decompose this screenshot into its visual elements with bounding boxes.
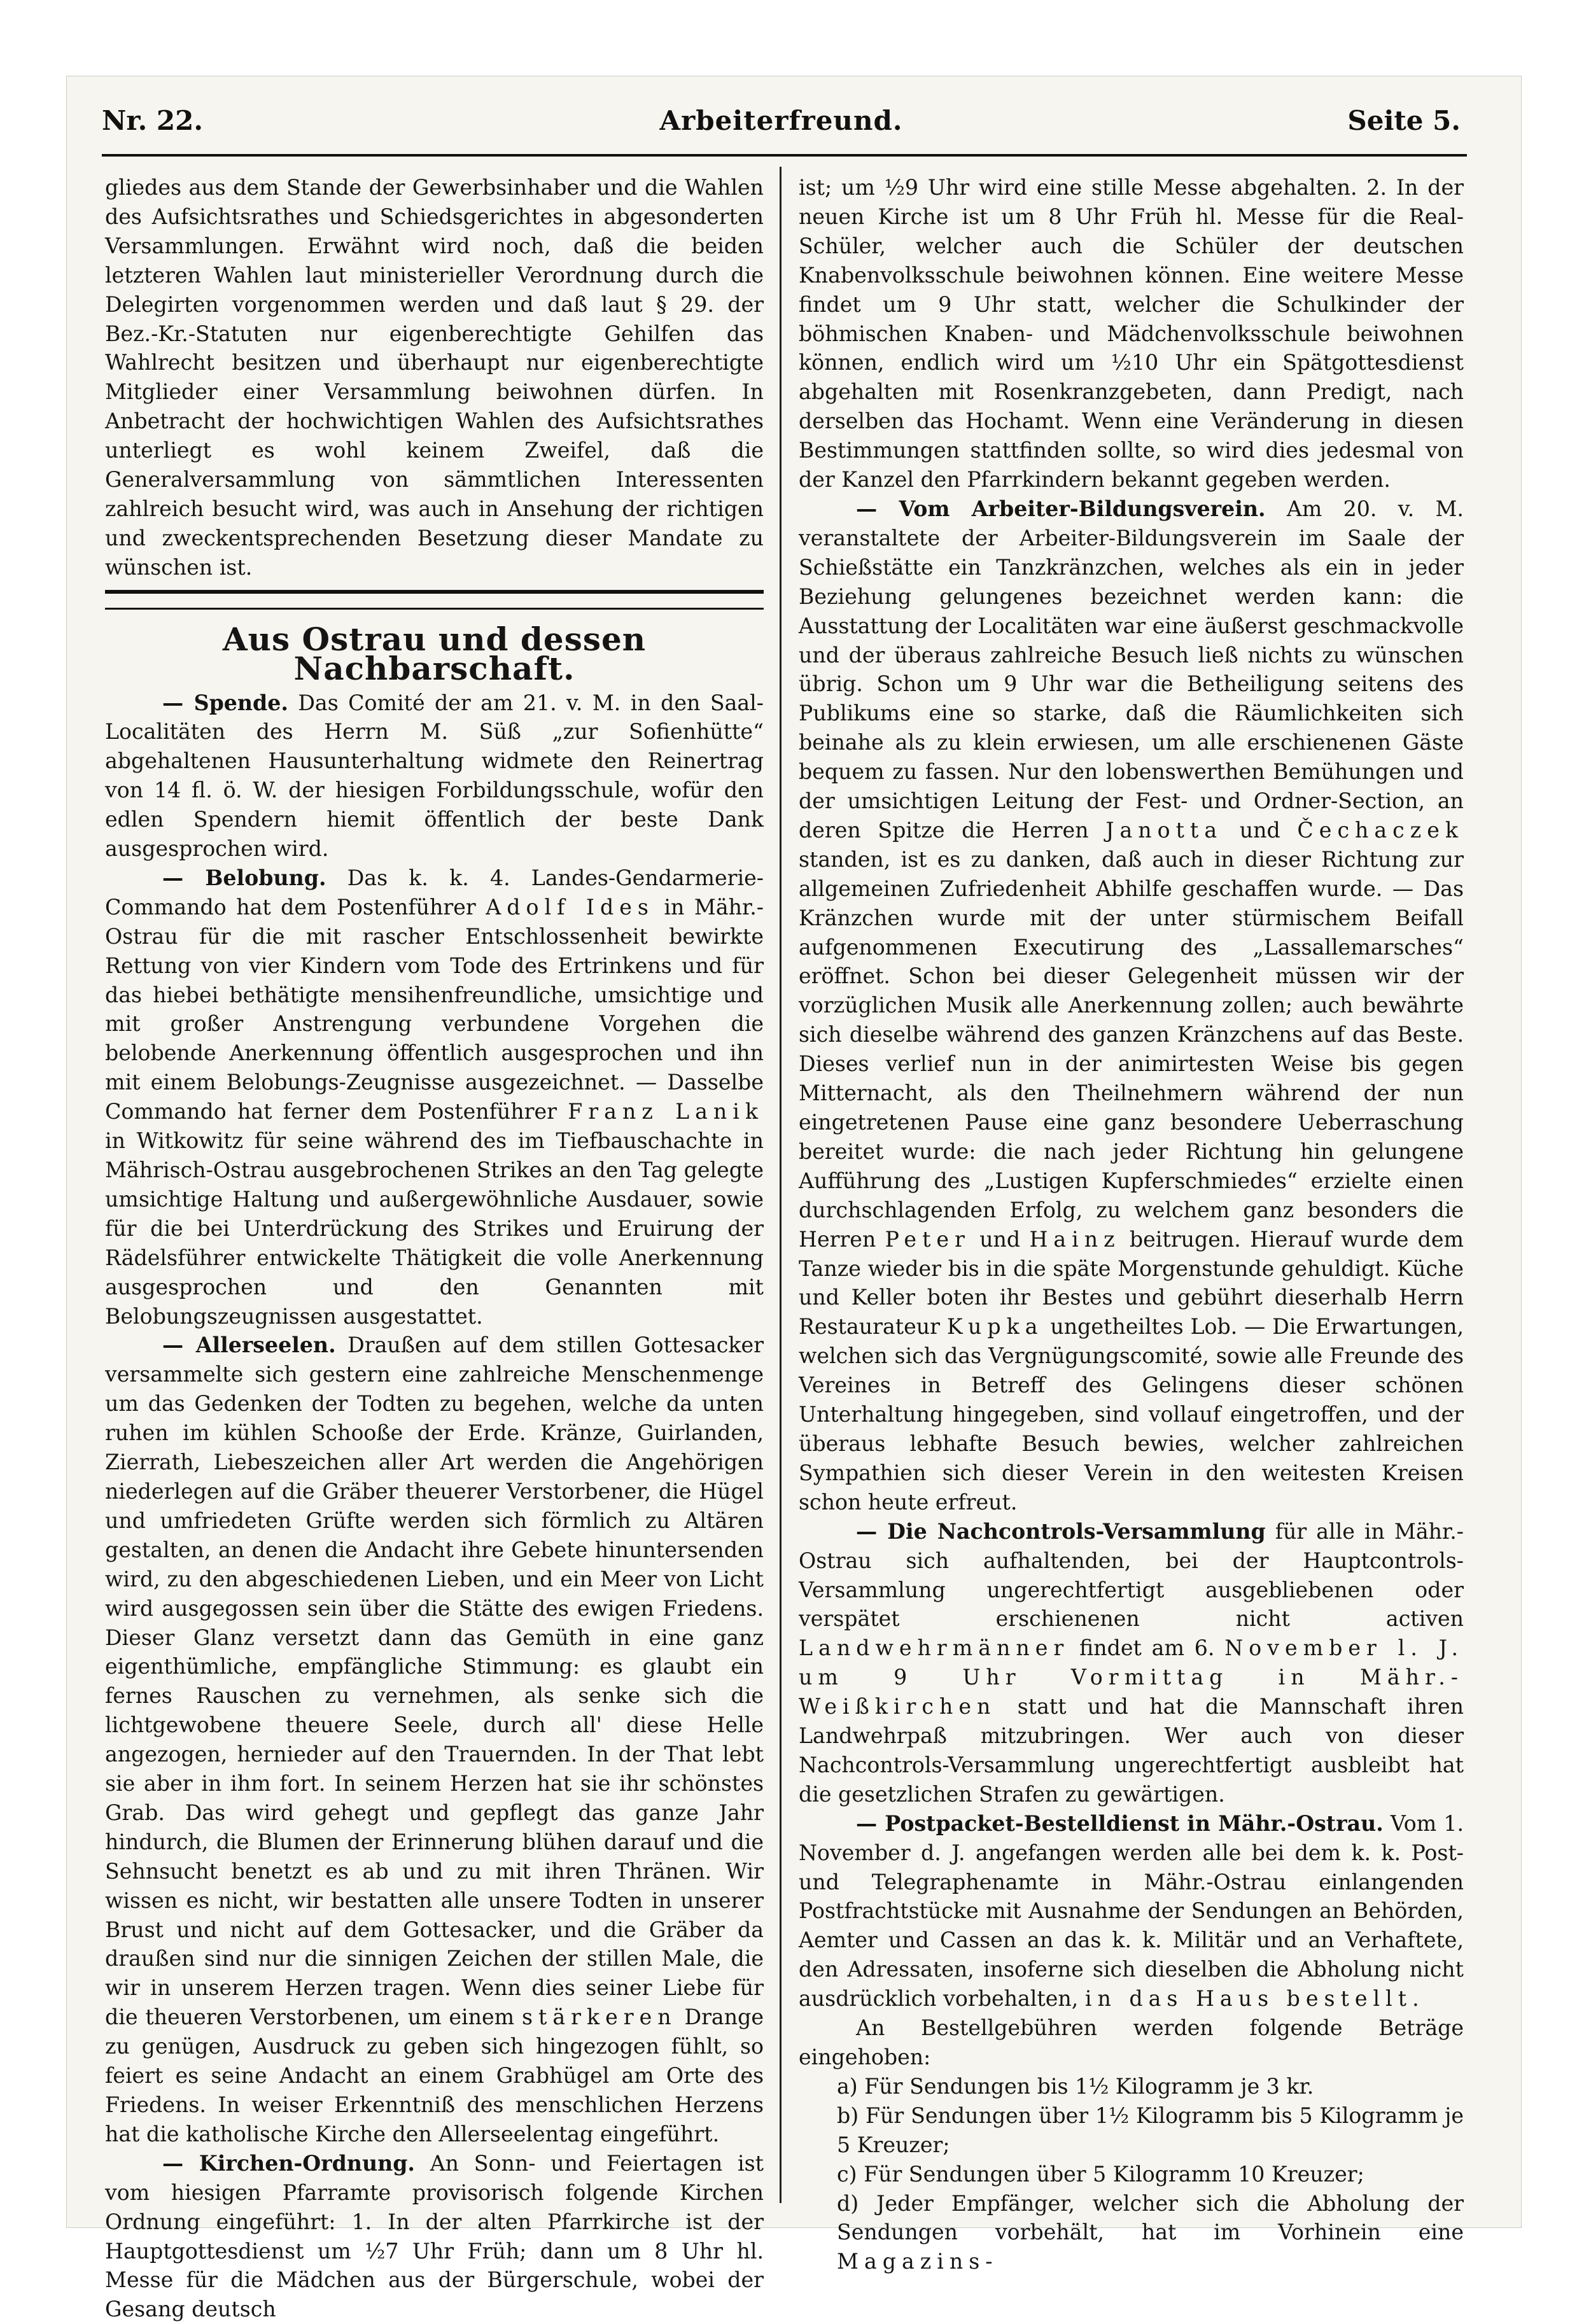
header-rule bbox=[102, 154, 1467, 157]
spaced-word: stärkeren bbox=[521, 2005, 677, 2030]
fee-text: d) Jeder Empfänger, welcher sich die Abholung der Sendungen vorbehält, hat im Vorhinein eine bbox=[837, 2190, 1464, 2245]
person-name: Franz Lanik bbox=[568, 1099, 764, 1124]
article-text: Draußen auf dem stillen Gottesacker versammelte sich gestern eine zahlreiche Menschenmenge um das Gedenken der Todten zu begehen, welche da unten ruhen im kühlen Schooße der Erde. Kränze, Guirlanden, Zierrath, Liebeszeichen aller Art werden die Angehörigen niederlegen auf die Gräber theuerer Verstorbener, die Hügel und umfriedeten Grüfte werden sich förmlich zu Altären gestalten, an denen die Andacht ihre Gebete hinuntersenden wird, zu den abgeschiedenen Lieben, und ein Meer von Licht wird ausgegossen sein über die Stätte des ewigen Friedens. Dieser Glanz versetzt dann das Gemüth in eine ganz eigenthümliche, empfängliche Stimmung: es glaubt ein fernes Rauschen zu vernehmen, als senke sich die lichtgewobene theuere Seele, durch all' diese Helle angezogen, hernieder auf den Trauernden. In der That lebt sie aber in ihm fort. In seinem Herzen hat sie ihr schönstes Grab. Das wird gehegt und gepflegt das ganze Jahr hindurch, die Blumen der Erinnerung blühen darauf und die Sehnsucht benetzt es ab und zu mit ihren Thränen. Wir wissen es nicht, wir bestatten alle unsere Todten in unserer Brust und nicht auf dem Gottesacker, und die Gräber da draußen sind nur die sinnigen Zeichen der stillen Male, die wir in unserem Herzen tragen. Wenn dies seiner Liebe für die theueren Verstorbenen, um einem bbox=[105, 1333, 764, 2030]
article-text: Drange zu genügen, Ausdruck zu geben sich hingezogen fühlt, so feiert es seine Andacht an einem Grabhügel am Orte des Friedens. In weiser Erkenntniß des menschlichen Herzens hat die katholische Kirche den Allerseelentag eingeführt. bbox=[105, 2005, 764, 2146]
article-heading: — Spende. bbox=[162, 690, 288, 715]
person-name: Janotta bbox=[1105, 817, 1223, 843]
article-allerseelen bbox=[105, 1331, 764, 2148]
person-name: Kupka bbox=[946, 1314, 1044, 1340]
article-postpacket bbox=[799, 1809, 1464, 2013]
person-name: Čechaczek bbox=[1297, 817, 1464, 843]
page-header bbox=[102, 105, 1461, 150]
person-name: Peter bbox=[885, 1226, 971, 1252]
article-belobung bbox=[105, 864, 764, 1331]
spaced-word: Landwehrmänner bbox=[799, 1635, 1070, 1661]
article-heading: — Belobung. bbox=[162, 865, 326, 890]
article-text: in Mähr.-Ostrau für die mit rascher Entschlossenheit bewirkte Rettung von vier Kindern vom Tode des Ertrinkens und für das hiebei bethätigte mensihenfreundliche, umsichtige und mit großer Anstrengung verbundene Vorgehen die belobende Anerkennung öffentlich ausgesprochen und ihn mit einem Belobungs-Zeugnisse ausgezeichnet. — Dasselbe Commando hat ferner dem Postenführer bbox=[105, 894, 764, 1124]
article-text: findet am 6. bbox=[1069, 1635, 1225, 1661]
article-text: beitrugen. Hierauf wurde dem Tanze wieder bis in die späte Morgenstunde gehuldigt. Küche und Keller boten ihr Bestes und gebührt dieserhalb Herrn Restaurateur bbox=[799, 1226, 1464, 1340]
section-title: Aus Ostrau und dessen Nachbarschaft. bbox=[222, 620, 647, 687]
article-text: Das Comité der am 21. v. M. in den Saal-Localitäten des Herrn M. Süß „zur Sofienhütte“ abgehaltenen Hausunterhaltung widmete den Reinertrag von 14 fl. ö. W. der hiesigen Forbildungsschule, wofür den edlen Spendern hiemit öffentlich der beste Dank ausgesprochen wird. bbox=[105, 690, 764, 862]
article-text: und bbox=[970, 1226, 1030, 1252]
fee-item: a) Für Sendungen bis 1½ Kilogramm je 3 kr. bbox=[837, 2073, 1314, 2099]
article-heading: — Kirchen-Ordnung. bbox=[162, 2150, 415, 2176]
fee-item bbox=[799, 2189, 1464, 2277]
article-text: in Witkowitz für seine während des im Tiefbauschachte in Mährisch-Ostrau ausgebrochenen Strikes an den Tag gelegte umsichtige Haltung und außergewöhnliche Ausdauer, sowie für die bei Unterdrückung des Strikes und Eruirung der Rädelsführer entwickelte Thätigkeit die volle Anerkennung ausgesprochen und den Genannten mit Belobungszeugnissen ausgestattet. bbox=[105, 1128, 764, 1329]
article-text: Am 20. v. M. veranstaltete der Arbeiter-Bildungsverein im Saale der Schießstätte ein Tanzkränzchen, welches als ein in jeder Beziehung gelungenes bezeichnet werden kann: die Ausstattung der Localitäten war eine äußerst geschmackvolle und der überaus zahlreiche Besuch ließ nichts zu wünschen übrig. Schon um 9 Uhr war die Betheiligung seitens des Publikums eine so starke, daß die Räumlichkeiten sich beinahe als zu klein erwiesen, um alle erschienenen Gäste bequem zu fassen. Nur den lobenswerthen Bemühungen und der umsichtigen Leitung der Fest- und Ordner-Section, an deren Spitze die Herren bbox=[799, 496, 1464, 843]
fee-item: c) Für Sendungen über 5 Kilogramm 10 Kreuzer; bbox=[837, 2161, 1364, 2187]
article-text: Das k. k. 4. Landes-Gendarmerie-Commando hat dem Postenführer bbox=[105, 865, 764, 920]
right-column bbox=[799, 173, 1464, 2274]
article-heading: — Die Nachcontrols-Versammlung bbox=[856, 1518, 1266, 1544]
fees-intro: An Bestellgebühren werden folgende Beträge eingehoben: bbox=[799, 2015, 1464, 2069]
section-rule bbox=[105, 590, 764, 610]
article-nachcontrols bbox=[799, 1517, 1464, 1809]
person-name: Hainz bbox=[1029, 1226, 1121, 1252]
article-kirchen-ordnung bbox=[105, 2149, 764, 2324]
article-text: ungetheiltes Lob. — Die Erwartungen, welchen sich das Vergnügungscomité, sowie alle Freunde des Vereines in Betreff des Gelingens dieser schönen Unterhaltung hingegeben, sind vollauf eingetroffen, und der überaus lebhafte Besuch bewies, welcher zahlreichen Sympathien sich dieser Verein in den weitesten Kreisen schon heute erfreut. bbox=[799, 1314, 1464, 1515]
article-text: standen, ist es zu danken, daß auch in dieser Richtung zur allgemeinen Zufriedenheit Abhilfe geschaffen wurde. — Das Kränzchen wurde mit der unter stürmischem Beifall aufgenommenen Executirung des „Lassallemarsches“ eröffnet. Schon bei dieser Gelegenheit müssen wir der vorzüglichen Musik alle Anerkennung zollen; auch bewährte sich dieselbe während des ganzen Kränzchens auf das Beste. Dieses verlief nun in der animirtesten Weise bis gegen Mitternacht, als den Theilnehmern während der nun eingetretenen Pause eine ganz besondere Ueberraschung bereitet wurde: die nach jeder Richtung hin gelungene Aufführung des „Lustigen Kupferschmiedes“ erzielte einen durchschlagenden Erfolg, zu welchem ganz besonders die Herren bbox=[799, 846, 1464, 1252]
column-divider bbox=[780, 167, 781, 2203]
article-text: An Sonn- und Feiertagen ist vom hiesigen Pfarramte provisorisch folgende Kirchen Ordnung eingeführt: 1. In der alten Pfarrkirche ist der Hauptgottesdienst um ½7 Uhr Früh; dann um 8 Uhr hl. Messe für die Mädchen aus der Bürgerschule, wobei der Gesang deutsch bbox=[105, 2150, 764, 2322]
person-name: Adolf Ides bbox=[486, 894, 654, 920]
left-column bbox=[105, 173, 764, 2322]
spaced-word: Magazins- bbox=[837, 2249, 999, 2274]
article-text: und bbox=[1223, 817, 1298, 843]
article-heading: — Postpacket-Bestelldienst in Mähr.-Ostrau. bbox=[856, 1810, 1384, 1836]
article-text: für alle in Mähr.-Ostrau sich aufhaltenden, bei der Hauptcontrols-Versammlung ungerechtfertigt ausgebliebenen oder verspätet erschienenen nicht activen bbox=[799, 1518, 1464, 1632]
article-heading: — Allerseelen. bbox=[162, 1333, 336, 1358]
article-spende bbox=[105, 689, 764, 864]
page-number: Seite 5. bbox=[1347, 105, 1461, 136]
article-text: statt und hat die Mannschaft ihren Landwehrpaß mitzubringen. Wer auch von dieser Nachcontrols-Versammlung ungerechtfertigt ausbleibt hat die gesetzlichen Strafen zu gewärtigen. bbox=[799, 1694, 1464, 1807]
newspaper-title: Arbeiterfreund. bbox=[659, 105, 903, 136]
spaced-phrase: November l. J. um 9 Uhr Vormittag in Mähr.-Weißkirchen bbox=[799, 1635, 1464, 1719]
right-intro-paragraph: ist; um ½9 Uhr wird eine stille Messe abgehalten. 2. In der neuen Kirche ist um 8 Uhr Früh hl. Messe für die Real-Schüler, welcher auch die Schüler der deutschen Knabenvolksschule beiwohnen können. Eine weitere Messe findet um 9 Uhr statt, welcher die Schulkinder der böhmischen Knaben- und Mädchenvolksschule beiwohnen können, endlich wird um ½10 Uhr ein Spätgottesdienst abgehalten mit Rosenkranzgebeten, dann Predigt, nach derselben das Hochamt. Wenn eine Veränderung in diesen Bestimmungen stattfinden sollte, so wird dies jedesmal von der Kanzel den Pfarrkindern bekannt gegeben werden. bbox=[799, 175, 1464, 493]
left-intro-paragraph: gliedes aus dem Stande der Gewerbsinhaber und die Wahlen des Aufsichtsrathes und Schiedsgerichtes in abgesonderten Versammlungen. Erwähnt wird noch, daß die beiden letzteren Wahlen laut ministerieller Verordnung durch die Delegirten vorgenommen werden und daß laut § 29. der Bez.-Kr.-Statuten nur eigenberechtigte Gehilfen das Wahlrecht besitzen und überhaupt nur eigenberechtigte Mitglieder einer Versammlung beiwohnen dürfen. In Anbetracht der hochwichtigen Wahlen des Aufsichtsrathes unterliegt es wohl keinem Zweifel, daß die Generalversammlung von sämmtlichen Interessenten zahlreich besucht wird, was auch in Ansehung der richtigen und zweckentsprechenden Besetzung dieser Mandate zu wünschen ist. bbox=[105, 175, 764, 580]
spaced-phrase: in das Haus bestellt. bbox=[1084, 1986, 1425, 2012]
article-heading: — Vom Arbeiter-Bildungsverein. bbox=[856, 496, 1266, 521]
article-arbeiter-bildungsverein bbox=[799, 494, 1464, 1517]
article-text: Vom 1. November d. J. angefangen werden alle bei dem k. k. Post- und Telegraphenamte in Mähr.-Ostrau einlangenden Postfrachtstücke mit Ausnahme der Sendungen an Behörden, Aemter und Cassen an das k. k. Militär und an Verhaftete, den Adressaten, insoferne sich dieselben die Abholung nicht ausdrücklich vorbehalten, bbox=[799, 1810, 1464, 2012]
fee-item: b) Für Sendungen über 1½ Kilogramm bis 5 Kilogramm je 5 Kreuzer; bbox=[837, 2103, 1464, 2157]
issue-number: Nr. 22. bbox=[102, 105, 203, 136]
